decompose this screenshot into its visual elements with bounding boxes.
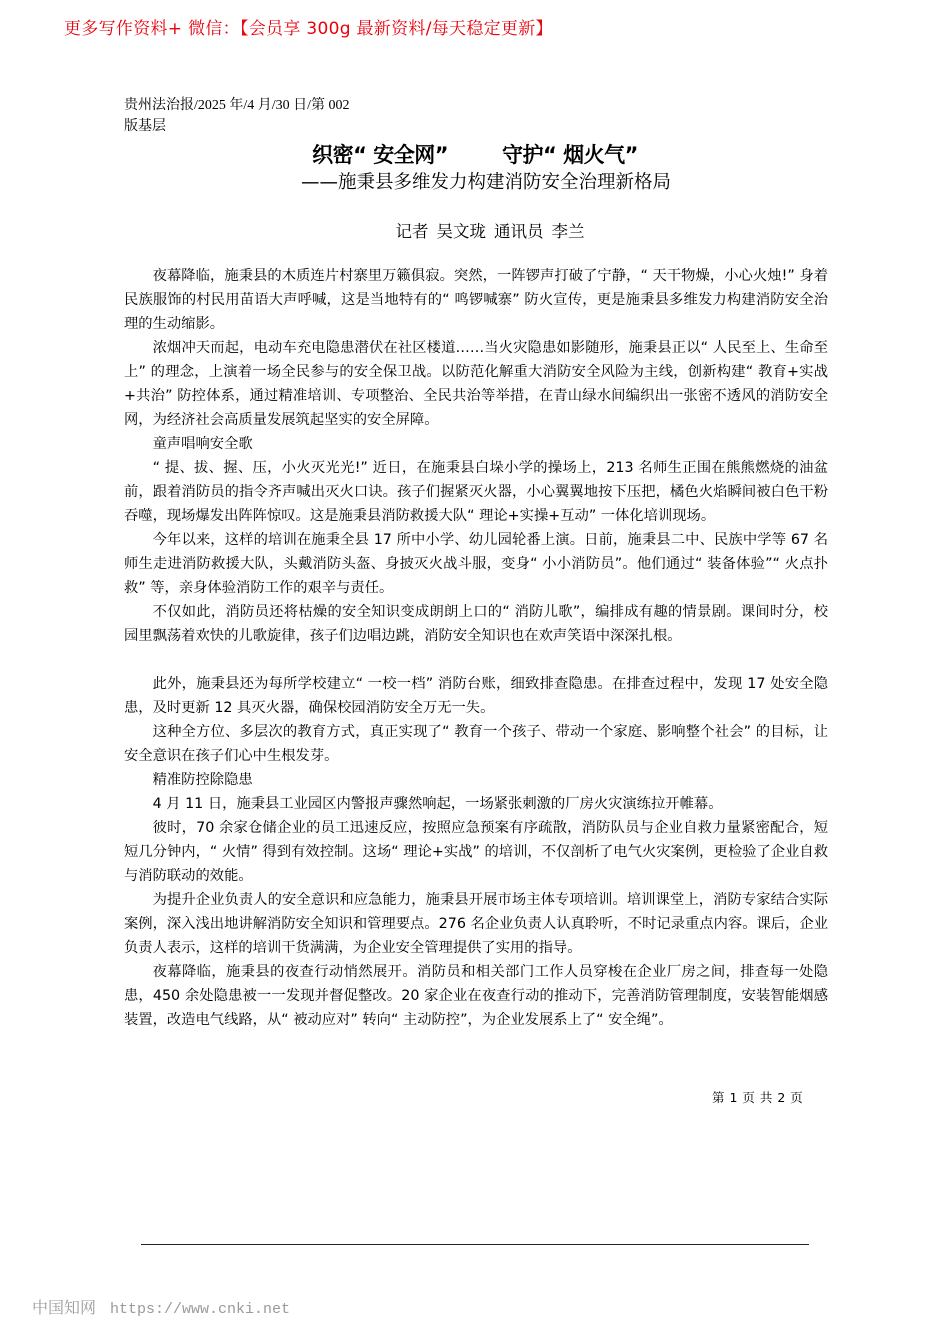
title-part-1: 织密“ 安全网”	[312, 143, 448, 167]
subtitle: ——施秉县多维发力构建消防安全治理新格局	[300, 172, 671, 193]
section-heading: 童声唱响安全歌	[152, 436, 253, 452]
paragraph: 浓烟冲天而起，电动车充电隐患潜伏在社区楼道……当火灾隐患如影随形，施秉县正以“ 人民至上、生命至上” 的理念，上演着一场全民参与的安全保卫战。以防范化解重大消防安全风险为主线，创新构建“ 教育+实战+共治” 防控体系，通过精准培训、专项整治、全民共治等举措，在青山绿水间编织出一张密不透风的消防安全网，为经济社会高质量发展筑起坚实的安全屏障。	[124, 340, 828, 428]
article-body	[124, 264, 828, 1032]
section-heading: 精准防控除隐患	[152, 772, 253, 788]
paragraph: 夜幕降临，施秉县的夜查行动悄然展开。消防员和相关部门工作人员穿梭在企业厂房之间，排查每一处隐患，450 余处隐患被一一发现并督促整改。20 家企业在夜查行动的推动下，完善消防管理制度，安装智能烟感装置，改造电气线路，从“ 被动应对” 转向“ 主动防控”，为企业发展系上了“ 安全绳”。	[124, 964, 828, 1028]
reporter-name: 吴文珑	[436, 222, 486, 241]
paragraph: 夜幕降临，施秉县的木质连片村寨里万籁俱寂。突然，一阵锣声打破了宁静，“ 天干物燥，小心火烛!” 身着民族服饰的村民用苗语大声呼喊，这是当地特有的“ 鸣锣喊寨” 防火宣传，更是施秉县多维发力构建消防安全治理的生动缩影。	[124, 268, 828, 332]
reporter-label: 记者	[395, 222, 429, 241]
paragraph: 彼时，70 余家仓储企业的员工迅速反应，按照应急预案有序疏散，消防队员与企业自救力量紧密配合，短短几分钟内，“ 火情” 得到有效控制。这场“ 理论+实战” 的培训，不仅剖析了电气火灾案例，更检验了企业自救与消防联动的效能。	[124, 820, 828, 884]
paragraph: 为提升企业负责人的安全意识和应急能力，施秉县开展市场主体专项培训。培训课堂上，消防专家结合实际案例，深入浅出地讲解消防安全知识和管理要点。276 名企业负责人认真聆听，不时记录重点内容。课后，企业负责人表示，这样的培训干货满满，为企业安全管理提供了实用的指导。	[124, 892, 828, 956]
correspondent-name: 李兰	[551, 222, 585, 241]
footer-watermark	[32, 1295, 290, 1318]
paragraph: 此外，施秉县还为每所学校建立“ 一校一档” 消防台账，细致排查隐患。在排查过程中，发现 17 处安全隐患，及时更新 12 具灭火器，确保校园消防安全万无一失。	[124, 676, 828, 716]
title-part-2: 守护“ 烟火气”	[502, 143, 638, 167]
main-title	[0, 140, 950, 170]
correspondent-label: 通讯员	[494, 222, 544, 241]
paragraph: 今年以来，这样的培训在施秉全县 17 所中小学、幼儿园轮番上演。日前，施秉县二中、民族中学等 67 名师生走进消防救援大队，头戴消防头盔、身披灭火战斗服，变身“ 小小消防员”。他们通过“ 装备体验”“ 火点扑救” 等，亲身体验消防工作的艰辛与责任。	[124, 532, 828, 596]
page-number: 第 1 页 共 2 页	[712, 1090, 804, 1105]
paragraph: 这种全方位、多层次的教育方式，真正实现了“ 教育一个孩子、带动一个家庭、影响整个社会” 的目标，让安全意识在孩子们心中生根发芽。	[124, 724, 828, 764]
article-title	[0, 140, 950, 196]
source-line-2: 版基层	[124, 119, 166, 134]
footer-site-name: 中国知网	[32, 1300, 97, 1317]
promo-banner: 更多写作资料+ 微信：【会员享 300g 最新资料/每天稳定更新】	[64, 19, 553, 39]
blank-line	[124, 648, 828, 672]
paragraph: “ 提、拔、握、压，小火灭光光!” 近日，在施秉县白垛小学的操场上，213 名师生正围在熊熊燃烧的油盆前，跟着消防员的指令齐声喊出灭火口诀。孩子们握紧灭火器，小心翼翼地按下压把，橘色火焰瞬间被白色干粉吞噬，现场爆发出阵阵惊叹。这是施秉县消防救援大队“ 理论+实操+互动” 一体化培训现场。	[124, 460, 828, 524]
byline	[0, 218, 950, 242]
footer-divider	[141, 1244, 809, 1245]
paragraph: 不仅如此，消防员还将枯燥的安全知识变成朗朗上口的“ 消防儿歌”，编排成有趣的情景剧。课间时分，校园里飘荡着欢快的儿歌旋律，孩子们边唱边跳，消防安全知识也在欢声笑语中深深扎根。	[124, 604, 828, 644]
paragraph: 4 月 11 日，施秉县工业园区内警报声骤然响起，一场紧张刺激的厂房火灾演练拉开帷幕。	[152, 796, 723, 812]
source-info	[124, 95, 350, 137]
footer-url[interactable]: https://www.cnki.net	[110, 1301, 291, 1318]
source-line-1: 贵州法治报/2025 年/4 月/30 日/第 002	[124, 98, 350, 113]
